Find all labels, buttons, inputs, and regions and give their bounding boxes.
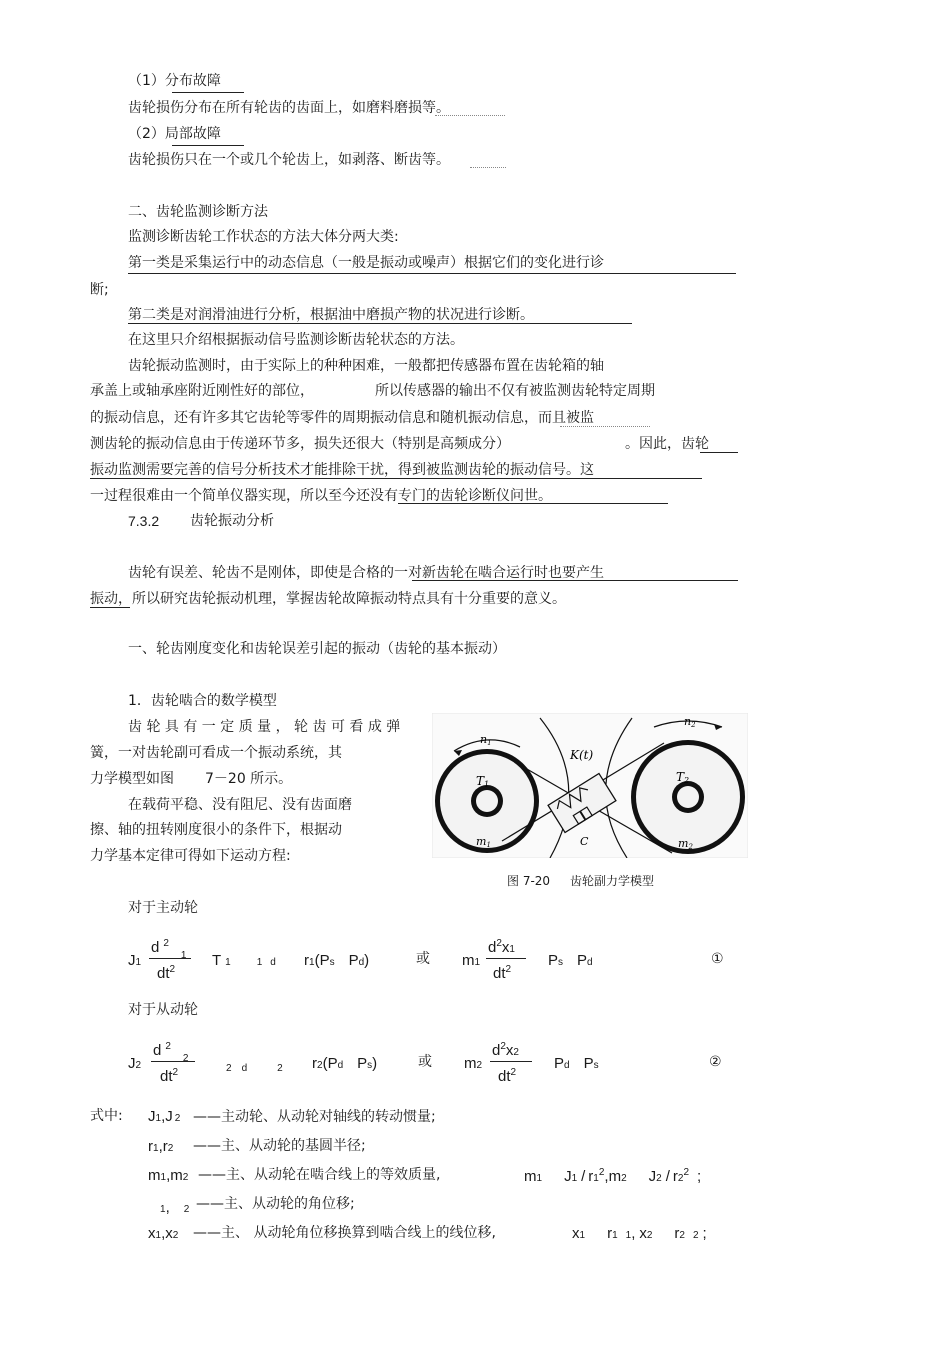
model-paragraph: 力学模型如图 — [90, 771, 174, 787]
fault-type-distributed: （1）分布故障 — [128, 73, 221, 89]
label-n2: n2 — [684, 715, 696, 729]
method-class-1-cont: 断; — [90, 282, 109, 298]
paragraph-line: 所以传感器的输出不仅有被监测齿轮特定周期 — [375, 383, 655, 399]
driven-gear-label: 对于从动轮 — [128, 1002, 198, 1018]
def-displacement-text: ——主、 从动轮角位移换算到啮合线上的线位移, — [193, 1225, 496, 1241]
underline — [172, 145, 244, 146]
def-displacement-formula: x1 r1 1, x2 r2 2 ; — [572, 1225, 707, 1242]
subsection-title: 1．齿轮啮合的数学模型 — [128, 693, 277, 709]
eq1-forces: Ps Pd — [548, 952, 593, 969]
eq2-J: J2 — [128, 1055, 142, 1072]
underline — [172, 92, 244, 93]
methods-intro: 监测诊断齿轮工作状态的方法大体分两大类: — [128, 229, 399, 245]
underline — [128, 323, 632, 324]
eq2-denominator: $dt^2$ — [160, 1067, 179, 1085]
eq2-fraction-bar — [151, 1061, 195, 1062]
method-class-1: 第一类是采集运行中的动态信息（一般是振动或噪声）根据它们的变化进行诊 — [128, 255, 604, 271]
gear-pair-diagram — [432, 713, 748, 858]
paragraph-line: 承盖上或轴承座附近刚性好的部位， — [90, 383, 314, 399]
gear-pair-figure — [432, 713, 748, 858]
def-displacement-symbols: x1,x2 — [148, 1225, 179, 1242]
model-paragraph: 簧，一对齿轮副可看成一个振动系统，其 — [90, 745, 342, 761]
paragraph-line: 振动，所以研究齿轮振动机理，掌握齿轮故障振动特点具有十分重要的意义。 — [90, 591, 566, 607]
model-paragraph: 7－20 所示。 — [205, 771, 293, 787]
def-radius-text: ——主、从动轮的基圆半径; — [193, 1138, 366, 1154]
eq2-r2-term: r2(Pd Ps) — [312, 1055, 378, 1072]
underline — [412, 580, 738, 581]
model-paragraph: 在载荷平稳、没有阻尼、没有齿面磨 — [128, 797, 352, 813]
underline — [398, 503, 668, 504]
fault-distributed-desc: 齿轮损伤分布在所有轮齿的齿面上，如磨料磨损等。 — [128, 100, 450, 116]
wavy-underline — [435, 112, 505, 116]
eq2-rhs-numerator: $d^2x2$ — [492, 1041, 519, 1059]
eq1-rhs-numerator: $d^2x1$ — [488, 938, 515, 956]
eq1-rhs-fraction-bar — [486, 958, 526, 959]
eq2-marker: ② — [709, 1054, 722, 1070]
fault-type-local: （2）局部故障 — [128, 126, 221, 142]
model-paragraph: 擦、轴的扭转刚度很小的条件下，根据动 — [90, 822, 342, 838]
label-stiffness: K(t) — [570, 748, 594, 762]
underline — [700, 452, 738, 453]
fault-local-desc: 齿轮损伤只在一个或几个轮齿上，如剥落、断齿等。 — [128, 152, 450, 168]
paragraph-line: 齿轮振动监测时，由于实际上的种种困难，一般都把传感器布置在齿轮箱的轴 — [128, 358, 604, 374]
definitions-label: 式中: — [90, 1108, 123, 1124]
def-mass-text: ——主、从动轮在啮合线上的等效质量, — [198, 1167, 441, 1183]
paragraph-line: 振动监测需要完善的信号分析技术才能排除干扰，得到被监测齿轮的振动信号。这 — [90, 462, 594, 478]
eq1-T1: T 1 1 d — [212, 952, 276, 969]
eq1-m1: m1 — [462, 952, 481, 969]
driver-gear-label: 对于主动轮 — [128, 900, 198, 916]
eq1-rhs-denominator: $dt^2$ — [493, 964, 512, 982]
def-mass-formula: m1 $J1 / r1^2,m2$ $J2 / r2^2$ ; — [524, 1167, 702, 1185]
def-radius-symbols: r1,r2 — [148, 1138, 174, 1155]
def-mass-symbols: m1,m2 — [148, 1167, 189, 1184]
paragraph-line: 测齿轮的振动信息由于传递环节多，损失还很大（特别是高频成分） — [90, 436, 510, 452]
underline — [560, 426, 650, 427]
eq2-forces: Pd Ps — [554, 1055, 599, 1072]
eq1-J: J1 — [128, 952, 142, 969]
label-damping: C — [580, 835, 589, 848]
underline — [90, 478, 702, 479]
eq2-rhs-denominator: $dt^2$ — [498, 1067, 517, 1085]
eq2-or: 或 — [418, 1054, 432, 1070]
paragraph-line: 。因此，齿轮 — [625, 436, 709, 452]
def-angle-text: ——主、从动轮的角位移; — [196, 1196, 355, 1212]
paragraph-line: 齿轮有误差、轮齿不是刚体，即使是合格的一对新齿轮在啮合运行时也要产生 — [128, 565, 604, 581]
underline — [90, 607, 130, 608]
model-paragraph: 齿 轮 具 有 一 定 质 量 ， 轮 齿 可 看 成 弹 — [128, 719, 401, 735]
paragraph-line: 一过程很难由一个简单仪器实现，所以至今还没有专门的齿轮诊断仪问世。 — [90, 488, 552, 504]
eq1-marker: ① — [711, 951, 724, 967]
def-angle-symbols: 1, 2 — [160, 1199, 190, 1216]
section-heading-methods: 二、齿轮监测诊断方法 — [128, 204, 268, 220]
eq1-or: 或 — [416, 951, 430, 967]
model-paragraph: 力学基本定律可得如下运动方程: — [90, 848, 291, 864]
def-inertia-text: ——主动轮、从动轮对轴线的转动惯量; — [193, 1109, 436, 1125]
label-t1: T1 — [476, 774, 490, 789]
label-m2: m2 — [678, 837, 693, 851]
eq1-denominator: $dt^2$ — [157, 964, 176, 982]
figure-caption-number: 图 7-20 — [507, 874, 551, 888]
label-n1: n1 — [480, 733, 492, 747]
driven-gear-bore — [677, 786, 699, 808]
driver-gear-bore — [476, 790, 498, 812]
label-m1: m1 — [476, 835, 491, 849]
wavy-underline — [470, 164, 506, 168]
method-class-2: 第二类是对润滑油进行分析，根据油中磨损产物的状况进行诊断。 — [128, 307, 534, 323]
eq2-m2: m2 — [464, 1055, 483, 1072]
section-number: 7.3.2 — [128, 513, 160, 529]
def-inertia-symbols: J1,J 2 — [148, 1108, 181, 1125]
paragraph-line: 的振动信息，还有许多其它齿轮等零件的周期振动信息和随机振动信息，而且被监 — [90, 410, 594, 426]
eq1-r1-term: r1(Ps Pd) — [304, 952, 370, 969]
label-t2: T2 — [676, 770, 690, 785]
section-heading-basic-vibration: 一、轮齿刚度变化和齿轮误差引起的振动（齿轮的基本振动） — [128, 641, 506, 657]
underline — [128, 273, 736, 274]
eq2-rhs-fraction-bar — [490, 1061, 532, 1062]
eq2-numerator: d $^2_2$ — [153, 1041, 189, 1064]
figure-caption: 齿轮副力学模型 — [570, 874, 655, 888]
eq1-fraction-bar — [149, 958, 191, 959]
eq1-numerator: d $^2_1$ — [151, 938, 187, 961]
section-title: 齿轮振动分析 — [190, 513, 274, 529]
eq2-torque-subscripts: 2 d 2 — [226, 1063, 283, 1074]
vibration-only-note: 在这里只介绍根据振动信号监测诊断齿轮状态的方法。 — [128, 332, 464, 348]
